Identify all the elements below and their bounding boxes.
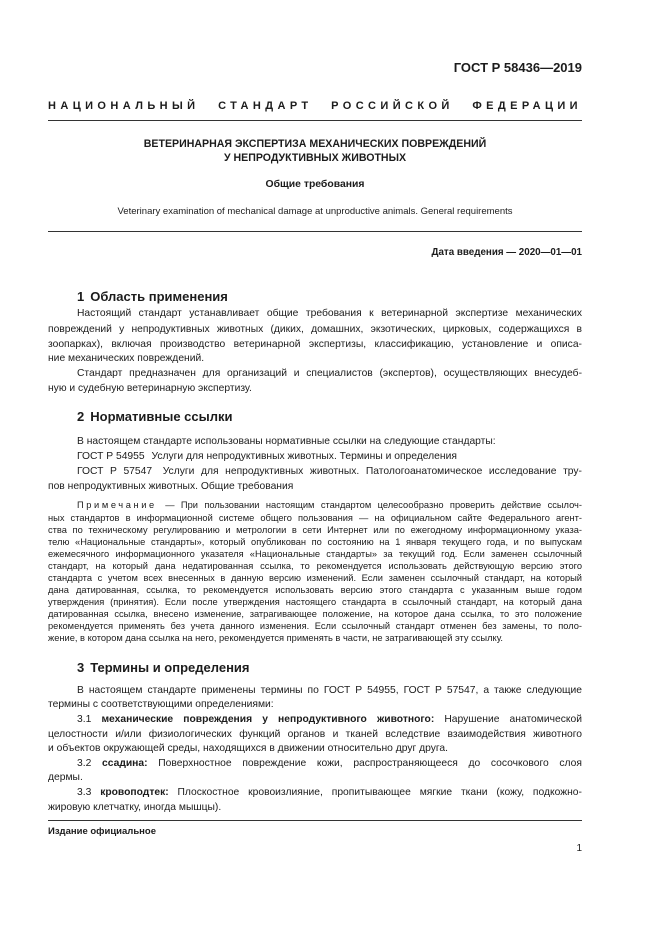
- footer-rule: [48, 820, 582, 821]
- term-name: кровоподтек:: [100, 787, 169, 798]
- note-line: стандарт, на который дана недатированная ссылка, то рекомендуется использовать действующую версию этого: [48, 561, 582, 571]
- title-rule: [48, 231, 582, 232]
- reference-item: [77, 449, 582, 464]
- section-number: 2: [77, 409, 85, 424]
- section-title: Область применения: [90, 289, 228, 304]
- national-standard-title: НАЦИОНАЛЬНЫЙ СТАНДАРТ РОССИЙСКОЙ ФЕДЕРАЦИИ: [48, 100, 582, 112]
- term-definition-line: [77, 756, 582, 771]
- paragraph-line: термины с соответствующими определениями:: [48, 699, 274, 710]
- note-line: телю «Национальные стандарты», который опубликован по состоянию на 1 января текущего года, и по выпускам: [48, 537, 582, 547]
- note-line: дана датированная, ссылка, то рекомендуется использовать версию этого стандарта с указанным выше годом: [48, 585, 582, 595]
- reference-title: Услуги для непродуктивных животных. Термины и определения: [151, 451, 457, 462]
- document-number: ГОСТ Р 58436—2019: [453, 60, 582, 75]
- section-title: Нормативные ссылки: [90, 409, 233, 424]
- note-line: [77, 499, 582, 511]
- term-definition-line: целостности и/или физиологических функций органов и тканей вследствие взаимодействия животного: [48, 729, 582, 740]
- section-1-heading: [77, 288, 228, 306]
- document-subtitle: Общие требования: [265, 179, 365, 190]
- section-title: Термины и определения: [90, 660, 250, 675]
- note-line: ных стандартов в информационной системе общего пользования — на официальном сайте Федерального агент-: [48, 513, 582, 523]
- note-line: ства по техническому регулированию и метрологии в сети Интернет или по ежегодному информационному указа-: [48, 525, 582, 535]
- term-name: ссадина:: [102, 758, 148, 769]
- section-2-heading: [77, 408, 232, 426]
- note-line: рекомендуется применять без учета данного изменения. Если ссылочный стандарт отменен без замены, то поло-: [48, 621, 582, 631]
- reference-item: [77, 464, 582, 479]
- paragraph-line: ную и судебную ветеринарную экспертизу.: [48, 383, 252, 394]
- note-label: Примечание: [77, 500, 157, 510]
- note-text: — При пользовании настоящим стандартом целесообразно проверить действие ссылоч-: [165, 500, 582, 510]
- term-definition-line: и объектов окружающей среды, находящихся в движении относительно друг друга.: [48, 743, 449, 754]
- paragraph-line: В настоящем стандарте использованы нормативные ссылки на следующие стандарты:: [77, 436, 496, 447]
- reference-code: ГОСТ Р 54955: [77, 451, 145, 462]
- term-definition: Нарушение анатомической: [444, 714, 582, 725]
- term-number: 3.3: [77, 787, 92, 798]
- section-number: 3: [77, 660, 85, 675]
- term-definition: Плоскостное кровоизлияние, пропитывающее мягкие ткани (кожу, подкожно-: [177, 787, 582, 798]
- term-definition-line: [77, 785, 582, 800]
- paragraph-line: ние механических повреждений.: [48, 353, 205, 364]
- note-line: стандарта с учетом всех внесенных в данную версию изменений. Если заменен ссылочный стандарт, на который: [48, 573, 582, 583]
- english-title: Veterinary examination of mechanical damage at unproductive animals. General requirements: [117, 206, 513, 217]
- term-definition-line: дермы.: [48, 772, 83, 783]
- term-definition-line: [77, 712, 582, 727]
- date-of-introduction: Дата введения — 2020—01—01: [431, 247, 582, 258]
- note-line: датированная ссылка, внесено изменение, затрагивающее положение, на которое дана ссылка, то это положение: [48, 609, 582, 619]
- header-rule: [48, 120, 582, 121]
- term-definition-line: жировую клетчатку, иногда мышцы).: [48, 802, 222, 813]
- page-number: 1: [576, 843, 582, 854]
- paragraph-line: Стандарт предназначен для организаций и специалистов (экспертов), осуществляющих внесудеб-: [77, 368, 582, 379]
- section-number: 1: [77, 289, 85, 304]
- document-title-line-2: У НЕПРОДУКТИВНЫХ ЖИВОТНЫХ: [223, 152, 407, 164]
- term-number: 3.2: [77, 758, 92, 769]
- note-line: ежемесячного информационного указателя «Национальные стандарты» за текущий год. Если заменен ссылочный: [48, 549, 582, 559]
- term-number: 3.1: [77, 714, 92, 725]
- note-line: жение, в котором дана ссылка на него, рекомендуется применять в части, не затрагивающей эту ссылку.: [48, 633, 504, 643]
- section-3-heading: [77, 659, 250, 677]
- note-line: утверждения (принятия). Если после утверждения настоящего стандарта в ссылочный стандарт, на который дана: [48, 597, 582, 607]
- paragraph-line: Настоящий стандарт устанавливает общие требования к ветеринарной экспертизе механических: [77, 308, 582, 319]
- reference-code: ГОСТ Р 57547: [77, 466, 153, 477]
- paragraph-line: повреждений у непродуктивных животных (диких, домашних, экзотических, цирковых, содержащихся в: [48, 324, 582, 335]
- document-title-line-1: ВЕТЕРИНАРНАЯ ЭКСПЕРТИЗА МЕХАНИЧЕСКИХ ПОВРЕЖДЕНИЙ: [143, 138, 487, 150]
- reference-title: Услуги для непродуктивных животных. Патологоанатомическое исследование тру-: [162, 466, 582, 477]
- term-name: механические повреждения у непродуктивного животного:: [101, 714, 435, 725]
- reference-continuation: пов непродуктивных животных. Общие требования: [48, 481, 294, 492]
- paragraph-line: зоопарках), включая производство ветеринарной экспертизы, классификацию, установление и описа-: [48, 339, 582, 350]
- term-definition: Поверхностное повреждение кожи, распространяющееся до сосочкового слоя: [158, 758, 582, 769]
- edition-label: Издание официальное: [48, 826, 156, 837]
- paragraph-line: В настоящем стандарте применены термины по ГОСТ Р 54955, ГОСТ Р 57547, а также следующие: [77, 685, 582, 696]
